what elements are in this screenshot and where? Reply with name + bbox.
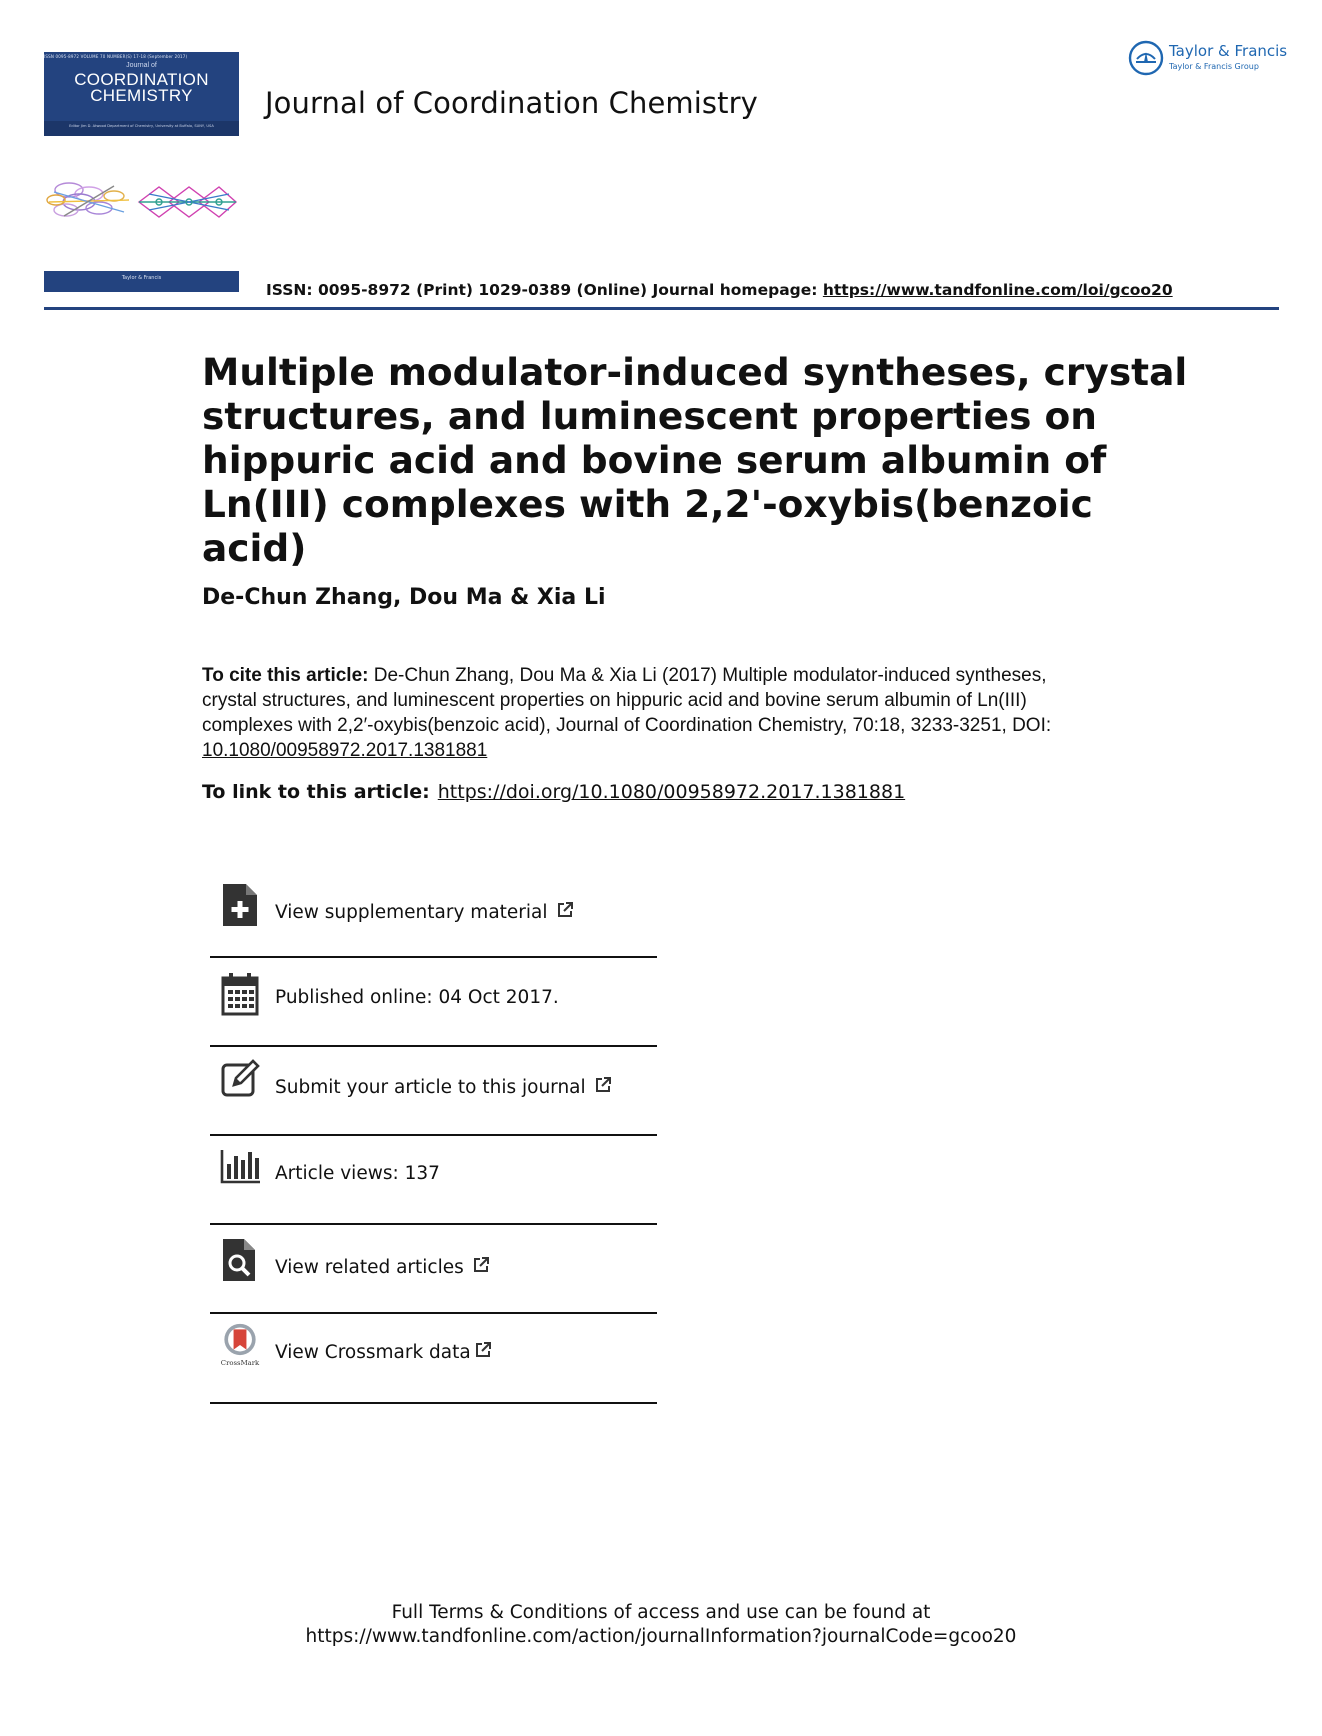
info-label: [275, 901, 574, 923]
external-link-icon: [474, 1341, 492, 1359]
terms-url[interactable]: https://www.tandfonline.com/action/journalInformation?journalCode=gcoo20: [305, 1626, 1017, 1647]
info-item-submit[interactable]: [210, 1047, 657, 1137]
publisher-logo-icon: [1128, 40, 1164, 76]
crossmark-badge-text: CrossMark: [220, 1359, 260, 1368]
publisher-name: Taylor & Francis: [1169, 42, 1288, 60]
publisher-group: Taylor & Francis Group: [1169, 62, 1259, 71]
external-link-icon: [472, 1256, 490, 1274]
article-link-block: [202, 781, 905, 803]
crossmark-icon: [220, 1322, 260, 1368]
cover-title: [44, 72, 239, 104]
submit-article-label: Submit your article to this journal: [275, 1077, 586, 1098]
info-item-views: [210, 1136, 657, 1226]
cover-subtitle: Journal of: [126, 62, 157, 69]
info-label: [275, 1256, 490, 1278]
journal-name: Journal of Coordination Chemistry: [265, 86, 758, 120]
crossmark-label: View Crossmark data: [275, 1342, 471, 1363]
publisher-logo[interactable]: [1128, 38, 1288, 78]
cover-band-text: Editor Jim D. Atwood Department of Chemistry, University at Buffalo, SUNY, USA: [69, 124, 214, 128]
cover-footer-text: Taylor & Francis: [121, 275, 162, 281]
article-title: Multiple modulator-induced syntheses, crystal structures, and luminescent properties on hippuric acid and bovine serum albumin of Ln(III) complexes with 2,2'-oxybis(benzoic acid): [202, 350, 1188, 570]
citation-block: [202, 663, 1102, 763]
info-label: [275, 1076, 612, 1098]
info-item-supplementary[interactable]: [210, 870, 657, 960]
published-date: Published online: 04 Oct 2017.: [275, 987, 559, 1008]
journal-homepage-link[interactable]: https://www.tandfonline.com/loi/gcoo20: [822, 281, 1173, 299]
article-authors: De-Chun Zhang, Dou Ma & Xia Li: [202, 585, 606, 610]
issn-text: ISSN: 0095-8972 (Print) 1029-0389 (Online) Journal homepage:: [266, 281, 823, 299]
cite-label: To cite this article:: [202, 665, 369, 686]
cover-crystal-artwork: [44, 172, 239, 232]
info-divider: [210, 1402, 657, 1404]
external-link-icon: [594, 1076, 612, 1094]
external-link-icon: [556, 901, 574, 919]
issn-line: [266, 281, 1173, 299]
article-views: Article views: 137: [275, 1163, 440, 1184]
related-articles-label: View related articles: [275, 1257, 464, 1278]
terms-footer: [0, 1601, 1322, 1649]
supplementary-label: View supplementary material: [275, 902, 548, 923]
cover-meta-line: ISSN 0095-8972 VOLUME 70 NUMBER(S) 17-18 (September 2017): [44, 54, 188, 59]
info-label: [275, 1341, 492, 1363]
journal-cover-thumbnail: [44, 52, 239, 292]
info-item-published: [210, 958, 657, 1048]
supplementary-file-icon: [220, 882, 260, 928]
calendar-icon: [220, 972, 260, 1018]
link-label: To link to this article:: [202, 781, 430, 803]
info-item-crossmark[interactable]: [210, 1314, 657, 1404]
article-doi-link[interactable]: https://doi.org/10.1080/00958972.2017.1381881: [437, 781, 906, 803]
edit-icon: [220, 1057, 260, 1103]
cite-doi-link[interactable]: 10.1080/00958972.2017.1381881: [202, 740, 488, 761]
cite-text: De-Chun Zhang, Dou Ma & Xia Li (2017) Multiple modulator-induced syntheses, crystal structures, and luminescent properties on hippuric acid and bovine serum albumin of Ln(III) complexes with 2,2′-oxybis(benzoic acid), Journal of Coordination Chemistry, 70:18, 3233-3251, DOI:: [202, 665, 1052, 736]
search-document-icon: [220, 1237, 260, 1283]
cover-title-line1: COORDINATION: [74, 70, 209, 89]
bar-chart-icon: [220, 1144, 260, 1190]
cover-title-line2: CHEMISTRY: [90, 86, 193, 105]
terms-line: Full Terms & Conditions of access and use can be found at: [391, 1602, 931, 1623]
header-divider: [44, 307, 1279, 310]
info-item-related[interactable]: [210, 1225, 657, 1315]
